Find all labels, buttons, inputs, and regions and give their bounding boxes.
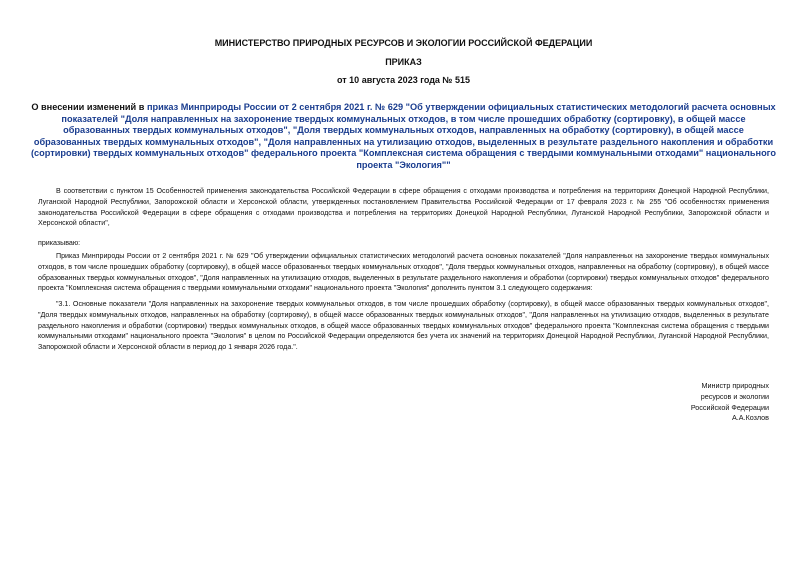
paragraph-amendment: Приказ Минприроды России от 2 сентября 2021 г. № 629 "Об утверждении официальных статистических методологий расчета основных показателей "Доля направленных на захоронение твердых коммунальных отходов, в том числе прошедших обработку (сортировку), в общей массе образованных твердых коммунальных отходов", "Доля твердых коммунальных отходов, направленных на обработку (сортировку), в общей массе образованных твердых коммунальных отходов", "Доля направленных на утилизацию отходов, выделенных в результате раздельного накопления и обработки (сортировки) твердых коммунальных отходов" федерального проекта "Комплексная система обращения с твердыми коммунальными отходами" национального проекта "Экология" дополнить пунктом 3.1 следующего содержания: — [38, 252, 769, 293]
document-date-number: от 10 августа 2023 года № 515 — [337, 75, 470, 85]
subject-order-link[interactable]: приказ Минприроды России от 2 сентября 2021 г. № 629 "Об утверждении официальных статистических методологий расчета основных показателей "Доля направленных на захоронение твердых коммунальных отходов, в том числе прошедших обработку (сортировку), в общей массе образованных твердых коммунальных отходов", "Доля твердых коммунальных отходов, направленных на обработку (сортировку), в общей массе образованных твердых коммунальных отходов", "Доля направленных на утилизацию отходов, выделенных в результате раздельного накопления и обработки (сортировки) твердых коммунальных отходов" федерального проекта "Комплексная система обращения с твердыми коммунальными отходами" национального проекта "Экология"" — [31, 102, 776, 170]
paragraph-new-clause: "3.1. Основные показатели "Доля направленных на захоронение твердых коммунальных отходов, в том числе прошедших обработку (сортировку), в общей массе образованных твердых коммунальных отходов", "Доля твердых коммунальных отходов, направленных на обработку (сортировку), в общей массе образованных твердых коммунальных отходов", "Доля направленных на утилизацию отходов, выделенных в результате раздельного накопления и обработки (сортировки) твердых коммунальных отходов, в общей массе образованных твердых коммунальных отходов" федерального проекта "Комплексная система обращения с твердыми коммунальными отходами" национального проекта "Экология" в целом по Российской Федерации определяются без учета их значений на территориях Донецкой Народной Республики, Луганской Народной Республики, Запорожской области и Херсонской области в период до 1 января 2026 года.". — [38, 300, 769, 352]
signature-line: Министр природных — [701, 381, 769, 390]
document-type: ПРИКАЗ — [385, 57, 422, 67]
document-subject — [30, 102, 777, 172]
paragraph-basis: В соответствии с пунктом 15 Особенностей применения законодательства Российской Федерации в сфере обращения с отходами производства и потребления на территориях Донецкой Народной Республики, Луганской Народной Республики, Запорожской области и Херсонской области, утвержденных постановлением Правительства Российской Федерации от 17 февраля 2023 г. № 255 "Об особенностях применения законодательства Российской Федерации в сфере обращения с отходами производства и потребления на территориях Донецкой Народной Республики, Луганской Народной Республики, Запорожской области и Херсонской области", — [38, 187, 769, 228]
ministry-name: МИНИСТЕРСТВО ПРИРОДНЫХ РЕСУРСОВ И ЭКОЛОГИИ РОССИЙСКОЙ ФЕДЕРАЦИИ — [214, 38, 593, 48]
signature-block — [629, 381, 769, 424]
subject-prefix: О внесении изменений в — [31, 102, 147, 112]
signature-line: ресурсов и экологии — [700, 391, 769, 401]
signature-line: Российской Федерации — [690, 402, 769, 412]
paragraph-order-word: приказываю: — [38, 239, 81, 247]
signature-name: А.А.Козлов — [732, 413, 769, 423]
